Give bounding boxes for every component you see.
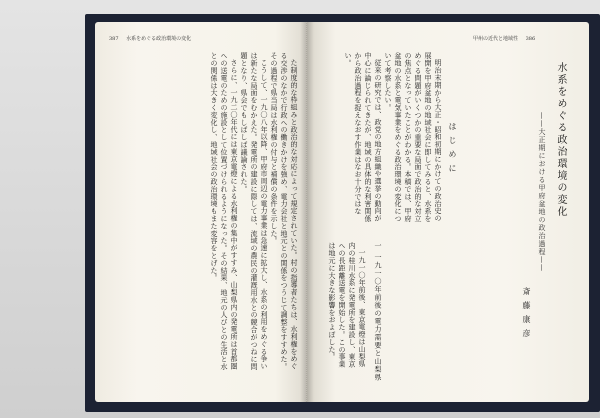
section-heading-intro: はじめに bbox=[448, 122, 457, 178]
right-paragraph: 一九一〇年前後、東京電燈は山梨県内の桂川水系に発電所を建設し、東京への長距離送電を開始した。この事業は地元に大きな影響をおよぼした。 bbox=[328, 242, 366, 368]
right-header bbox=[473, 35, 535, 42]
left-body-text bbox=[103, 52, 299, 374]
section-1-text bbox=[317, 242, 367, 372]
right-page-number: 386 bbox=[525, 36, 536, 42]
left-page-number: 387 bbox=[109, 36, 119, 42]
right-page bbox=[307, 22, 589, 402]
author-name: 斎藤康彦 bbox=[522, 287, 531, 343]
right-paragraph: 明治末期から大正・昭和初期にかけての政治史の展開を甲府盆地の地域社会に即してみると、水系をめぐる問題がいくつかの重要な局面で政治的な対立の焦点となっていたことがわかる。本稿では、甲府盆地の水系と電気事業をめぐる政治環境の変化について考察したい。 bbox=[384, 52, 442, 223]
left-paragraph: さらに、一九二〇年代には東京電燈による水利権の集中がすすみ、山梨県内の発電所は首都圏への送電のための施設として位置づけられるようになった。その結果、地元の人びとの生活と水との関係は大きく変化し、地域社会の政治環境もまた変容をとげた。 bbox=[210, 52, 238, 371]
article-subtitle: ——大正期における甲府盆地の政治過程—— bbox=[538, 112, 546, 272]
left-paragraph: た制度的な枠組みと政治的な対応によって規定されていた。村の指導者たちは、水利権をめぐる交渉のなかで行政への働きかけを強め、電力会社と地元との関係をつうじて調整をすすめた。その過程で県当局は水利権の付与と補償の条件を示した。 bbox=[270, 52, 298, 371]
right-intro-text bbox=[344, 52, 443, 224]
right-running-title: 甲州の近代と地域性 bbox=[473, 36, 519, 42]
section-1-title: 一 一九一〇年前後の電力需要と山梨県 bbox=[374, 242, 382, 382]
left-header bbox=[109, 35, 191, 42]
right-paragraph: 従来の研究では、政党の地方組織や選挙の動向が中心に論じられてきたが、地域の具体的な利害関係から政治過程を捉えなおす作業はなお十分ではない。 bbox=[344, 52, 382, 223]
left-paragraph: こうして、一九〇八年以降、甲府市周辺の電力事業は急速に拡大し、水系の利用をめぐる争いは新たな局面をむかえた。発電所の建設に際しては、流域の農民の灌漑用水との競合がつねに問題となり、県会でもしばしば議論された。 bbox=[240, 52, 268, 371]
left-running-title: 水系をめぐる政治環境の変化 bbox=[126, 36, 192, 42]
article-title: 水系をめぐる政治環境の変化 bbox=[555, 62, 566, 218]
left-page bbox=[95, 22, 307, 402]
book-gutter bbox=[300, 22, 314, 402]
